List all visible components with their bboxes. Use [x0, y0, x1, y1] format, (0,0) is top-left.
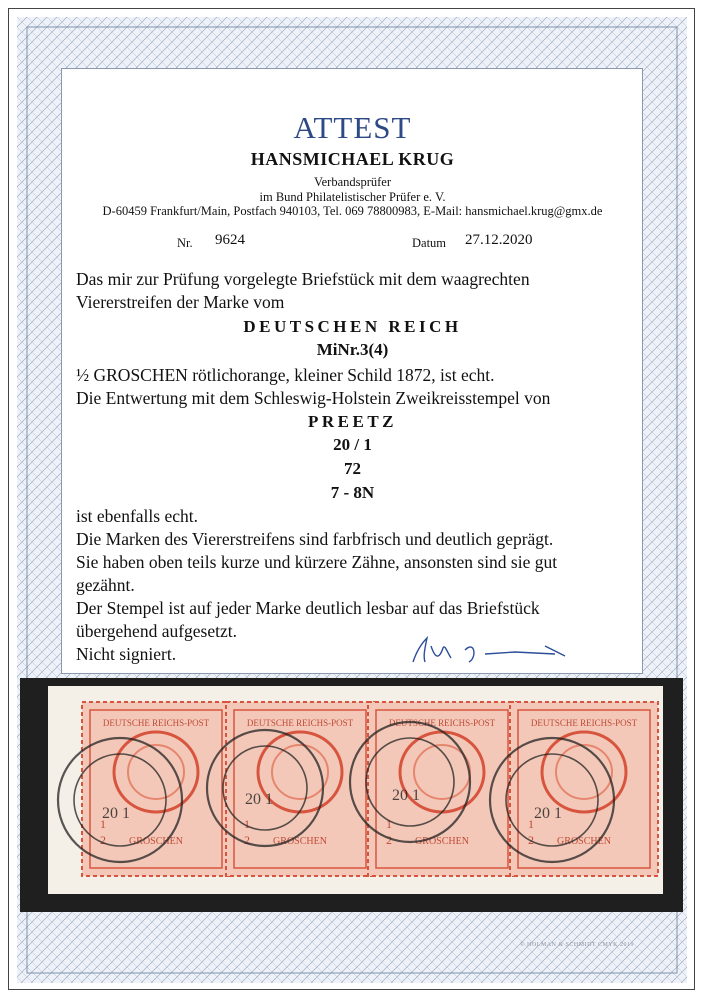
- body-line-8: gezähnt.: [76, 575, 135, 595]
- fraction-top: 1: [386, 817, 392, 831]
- fraction-bottom: 2: [244, 833, 250, 847]
- date-value: 27.12.2020: [465, 232, 533, 248]
- stamp-bottom-inscription: GROSCHEN: [273, 836, 327, 847]
- stamp-top-inscription: DEUTSCHE REICHS-POST: [246, 718, 354, 728]
- postmark-date: 20 1: [102, 805, 130, 822]
- body-line-5: ist ebenfalls echt.: [76, 506, 198, 526]
- postmark-overlay: [40, 700, 660, 890]
- body-line-10: übergehend aufgesetzt.: [76, 621, 237, 641]
- stamp-bottom-inscription: GROSCHEN: [415, 836, 469, 847]
- postmark-year: 72: [344, 459, 361, 478]
- fraction-top: 1: [528, 817, 534, 831]
- postmark-time: 7 - 8N: [330, 483, 375, 502]
- examiner-role: Verbandsprüfer: [313, 175, 392, 189]
- postmark-day: 20 / 1: [333, 435, 372, 454]
- body-line-11: Nicht signiert.: [76, 644, 177, 664]
- fraction-top: 1: [100, 817, 106, 831]
- stamp-top-inscription: DEUTSCHE REICHS-POST: [102, 718, 210, 728]
- stamp-top-inscription: DEUTSCHE REICHS-POST: [388, 718, 496, 728]
- examiner-name: HANSMICHAEL KRUG: [250, 149, 455, 169]
- fraction-bottom: 2: [386, 833, 392, 847]
- postmark-date: 20 1: [534, 805, 562, 822]
- association: im Bund Philatelistischer Prüfer e. V.: [259, 190, 446, 204]
- copyright-note: © HOLMAN & SCHMIDT CMYK 2019: [520, 942, 634, 948]
- address-line: D-60459 Frankfurt/Main, Postfach 940103, Tel. 069 78800983, E-Mail: hansmichael.krug@gmx.de: [102, 204, 603, 218]
- body-line-6: Die Marken des Viererstreifens sind farbfrisch und deutlich geprägt.: [76, 529, 554, 549]
- fraction-bottom: 2: [528, 833, 534, 847]
- body-line-9: Der Stempel ist auf jeder Marke deutlich lesbar auf das Briefstück: [76, 598, 540, 618]
- postmark-date: 20 1: [392, 787, 420, 804]
- body-line-4: Die Entwertung mit dem Schleswig-Holstein Zweikreisstempel von: [76, 388, 551, 408]
- certificate-title: ATTEST: [293, 110, 412, 145]
- postmark-date: 20 1: [245, 791, 273, 808]
- number-label: Nr.: [177, 236, 193, 250]
- signature-icon: [405, 632, 575, 670]
- body-line-7: Sie haben oben teils kurze und kürzere Zähne, ansonsten sind sie gut: [76, 552, 558, 572]
- fraction-top: 1: [244, 817, 250, 831]
- number-value: 9624: [215, 232, 245, 248]
- stamp-bottom-inscription: GROSCHEN: [557, 836, 611, 847]
- body-line-2: Viererstreifen der Marke vom: [76, 292, 285, 312]
- body-line-1: Das mir zur Prüfung vorgelegte Briefstück mit dem waagrechten: [76, 269, 530, 289]
- catalog-number: MiNr.3(4): [316, 340, 389, 359]
- reich-heading: DEUTSCHEN REICH: [243, 317, 462, 336]
- fraction-bottom: 2: [100, 833, 106, 847]
- town-name: PREETZ: [307, 412, 398, 431]
- date-label: Datum: [412, 236, 447, 250]
- stamp-top-inscription: DEUTSCHE REICHS-POST: [530, 718, 638, 728]
- stamp-bottom-inscription: GROSCHEN: [129, 836, 183, 847]
- body-line-3: ½ GROSCHEN rötlichorange, kleiner Schild 1872, ist echt.: [76, 365, 495, 385]
